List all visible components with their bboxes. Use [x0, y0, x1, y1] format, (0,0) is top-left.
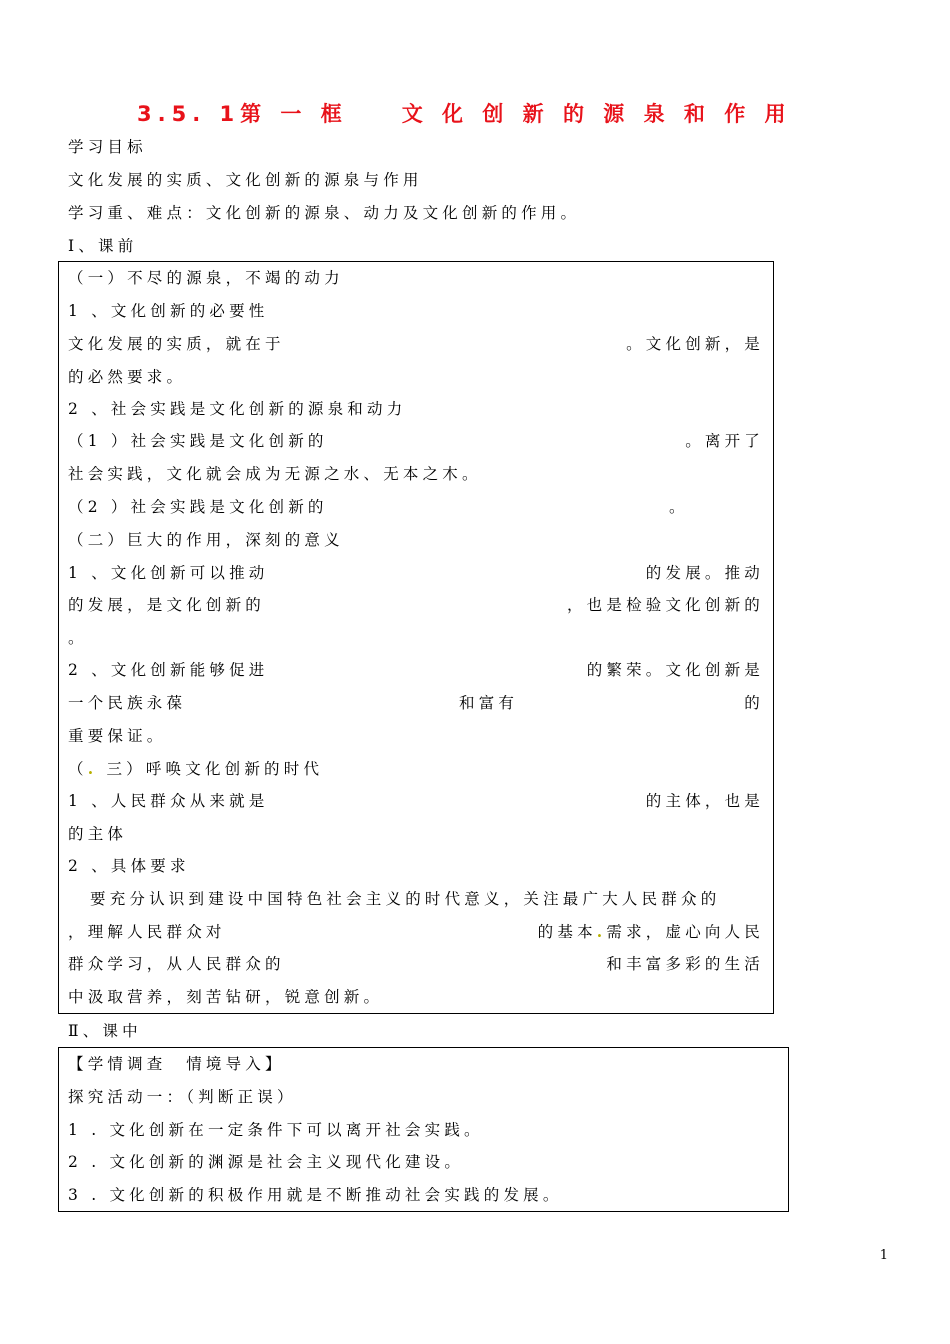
requirements-cont: ，理解人民群众对 — [68, 923, 226, 941]
people-item-cont: 的主体 — [68, 825, 128, 843]
requirements-cont-end: 的基本.需求，虚心向人民 — [537, 922, 764, 941]
role-two-tail: 重要保证。 — [68, 727, 167, 745]
role-two-end: 的繁荣。文化创新是 — [586, 661, 764, 679]
title-text: 文 化 创 新 的 源 泉 和 作 用 — [401, 102, 792, 126]
role-one-end: 的发展。推动 — [645, 564, 764, 582]
statement-2: 2 . 文化创新的渊源是社会主义现代化建设。 — [68, 1153, 465, 1171]
role-two: 2 、文化创新能够促进 — [68, 661, 269, 679]
page-title — [137, 98, 817, 130]
subheading-three: （. 三）呼唤文化创新的时代 — [68, 759, 324, 778]
page-number: 1 — [879, 1248, 888, 1263]
practice-item: 2 、社会实践是文化创新的源泉和动力 — [68, 400, 407, 418]
activity-one: 探究活动一：（判断正误） — [68, 1088, 297, 1106]
role-one: 1 、文化创新可以推动 — [68, 564, 269, 582]
role-two-mid: 和富有 — [459, 694, 519, 712]
title-number: 3.5. 1第 一 框 — [137, 102, 348, 126]
section-heading-pre-class: Ⅰ、课前 — [68, 237, 138, 255]
necessity-end: 的必然要求。 — [68, 368, 187, 386]
practice-source-cont: 社会实践，文化就会成为无源之水、无本之木。 — [68, 465, 482, 483]
subheading-two: （二）巨大的作用，深刻的意义 — [68, 531, 344, 549]
essence-text-end: 。文化创新，是 — [626, 335, 764, 353]
people-item-end: 的主体，也是 — [645, 792, 764, 810]
statement-1: 1 . 文化创新在一定条件下可以离开社会实践。 — [68, 1121, 484, 1139]
practice-source: （1 ）社会实践是文化创新的 — [68, 432, 328, 450]
practice-source-end: 。离开了 — [685, 432, 764, 450]
requirements-cont-2-end: 和丰富多彩的生活 — [606, 955, 764, 973]
role-one-tail: 。 — [68, 629, 88, 647]
pre-class-box — [58, 261, 774, 1014]
goal-heading: 学习目标 — [68, 138, 147, 156]
role-two-cont: 一个民族永葆 — [68, 694, 187, 712]
essence-text: 文化发展的实质，就在于 — [68, 335, 285, 353]
requirements-cont-2: 群众学习，从人民群众的 — [68, 955, 285, 973]
statement-3: 3 . 文化创新的积极作用就是不断推动社会实践的发展。 — [68, 1186, 563, 1204]
necessity-item: 1 、文化创新的必要性 — [68, 302, 269, 320]
role-two-end-char: 的 — [744, 694, 764, 712]
role-one-cont: 的发展，是文化创新的 — [68, 596, 266, 614]
people-item: 1 、人民群众从来就是 — [68, 792, 269, 810]
goal-text: 文化发展的实质、文化创新的源泉与作用 — [68, 171, 423, 189]
role-one-cont-end: ，也是检验文化创新的 — [566, 596, 764, 614]
requirements-item: 2 、具体要求 — [68, 857, 190, 875]
practice-motive: （2 ）社会实践是文化创新的 — [68, 498, 328, 516]
situation-heading: 【学情调查 情境导入】 — [68, 1055, 285, 1073]
practice-motive-end: 。 — [669, 498, 689, 516]
key-points: 学习重、难点：文化创新的源泉、动力及文化创新的作用。 — [68, 204, 581, 222]
subheading-one: （一）不尽的源泉，不竭的动力 — [68, 269, 344, 287]
requirements-text: 要充分认识到建设中国特色社会主义的时代意义，关注最广大人民群众的 — [90, 890, 721, 908]
section-heading-in-class: Ⅱ、课中 — [68, 1022, 142, 1040]
in-class-box — [58, 1047, 789, 1212]
requirements-tail: 中汲取营养，刻苦钻研，锐意创新。 — [68, 988, 384, 1006]
